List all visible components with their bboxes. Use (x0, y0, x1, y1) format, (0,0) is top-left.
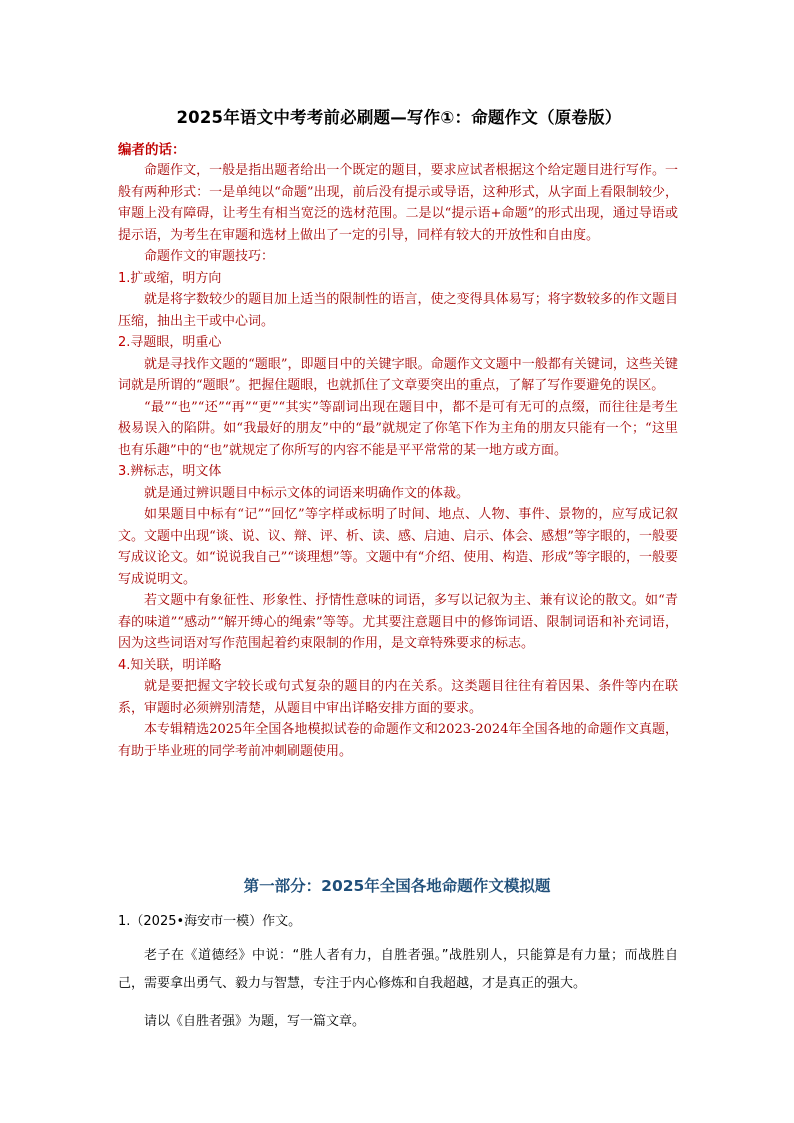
document-body (118, 100, 678, 762)
tip-number: 1. (118, 270, 131, 286)
tip-3 (118, 461, 678, 655)
tip-number: 3. (118, 464, 131, 479)
tip-number: 4. (118, 657, 131, 673)
tip-paragraph: 就是要把握文字较长或句式复杂的题目的内在关系。这类题目往往有着因果、条件等内在联系，审题时必须辨别清楚，从题目中审出详略安排方面的要求。 (118, 679, 678, 716)
tip-heading: 寻题眼，明重心 (130, 335, 222, 350)
tips-intro: 命题作文的审题技巧： (144, 249, 275, 264)
tip-paragraph: 就是通过辨识题目中标示文体的词语来明确作文的体裁。 (144, 485, 470, 501)
closing-paragraph: 本专辑精选2025年全国各地模拟试卷的命题作文和2023-2024年全国各地的命题作文真题，有助于毕业班的同学考前冲刺刷题使用。 (118, 722, 678, 759)
page-title: 2025年语文中考考前必刷题—写作①：命题作文（原卷版） (176, 108, 622, 127)
question-1-task (118, 1012, 678, 1032)
question-1-heading: 1.（2025•海安市一模）作文。 (118, 914, 302, 929)
intro-paragraph: 命题作文，一般是指出题者给出一个既定的题目，要求应试者根据这个给定题目进行写作。一般有两种形式：一是单纯以“命题”出现，前后没有提示或导语，这种形式，从字面上看限制较少，审题上没有障碍，让考生有相当宽泛的选材范围。二是以“提示语+命题”的形式出现，通过导语或提示语，为考生在审题和选材上做出了一定的引导，同样有较大的开放性和自由度。 (118, 163, 678, 243)
tip-paragraph: 如果题目中标有“记”“回忆”等字样或标明了时间、地点、人物、事件、景物的，应写成记叙文。文题中出现“谈、说、议、辩、评、析、读、感、启迪、启示、体会、感想”等字眼的，一般要写成议论文。如“说说我自己”“谈理想”等。文题中有“介绍、使用、构造、形成”等字眼的，一般要写成说明文。 (118, 507, 678, 587)
question-1-prompt-text: 老子在《道德经》中说：“胜人者有力，自胜者强。”战胜别人，只能算是有力量；而战胜自己，需要拿出勇气、毅力与智慧，专注于内心修炼和自我超越，才是真正的强大。 (118, 948, 678, 991)
tip-heading: 辨标志，明文体 (130, 464, 222, 479)
tip-paragraph: 若文题中有象征性、形象性、抒情性意味的词语，多写以记叙为主、兼有议论的散文。如“青春的味道”“感动”“解开缚心的绳索”等等。尤其要注意题目中的修饰词语、限制词语和补充词语，因为这些词语对写作范围起着约束限制的作用，是文章特殊要求的标志。 (118, 593, 678, 651)
tip-heading: 知关联，明详略 (130, 657, 222, 673)
tip-2 (118, 332, 678, 461)
section-title: 第一部分：2025年全国各地命题作文模拟题 (243, 877, 551, 895)
question-1-prompt (118, 942, 678, 997)
tip-paragraph: 就是将字数较少的题目加上适当的限制性的语言，使之变得具体易写；将字数较多的作文题目压缩，抽出主干或中心词。 (118, 292, 678, 329)
tip-paragraph: “最”“也”“还”“再”“更”“其实”等副词出现在题目中，都不是可有无可的点缀，而往往是考生极易误入的陷阱。如“我最好的朋友”中的“最”就规定了你笔下作为主角的朋友只能有一个；“这里也有乐趣”中的“也”就规定了你所写的内容不能是平平常常的某一地方或方面。 (118, 399, 678, 458)
tip-paragraph: 就是寻找作文题的“题眼”，即题目中的关键字眼。命题作文文题中一般都有关键词，这些关键词就是所谓的“题眼”。把握住题眼，也就抓住了文章要突出的重点，了解了写作要避免的误区。 (118, 356, 678, 393)
editor-note-label: 编者的话： (118, 142, 186, 158)
tip-4 (118, 655, 678, 720)
tip-number: 2. (118, 335, 131, 350)
tip-1 (118, 268, 678, 333)
question-1-task-text: 请以《自胜者强》为题，写一篇文章。 (144, 1014, 366, 1029)
tip-heading: 扩或缩，明方向 (130, 270, 222, 286)
